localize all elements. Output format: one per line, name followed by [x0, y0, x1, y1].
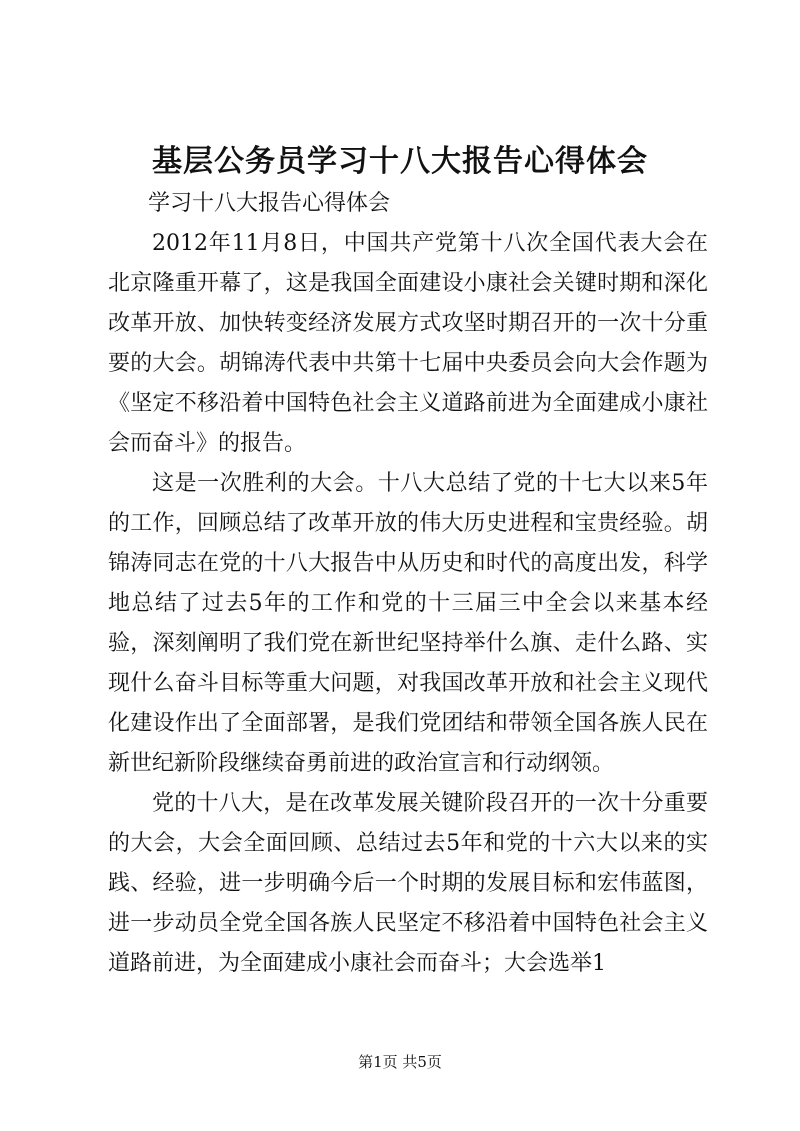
- document-subtitle: 学习十八大报告心得体会: [148, 191, 391, 216]
- page-number-footer: 第1页 共5页: [358, 1053, 442, 1071]
- paragraph-3: 党的十八大，是在改革发展关键阶段召开的一次十分重要的大会，大会全面回顾、总结过去5年和党的十六大以来的实践、经验，进一步明确今后一个时期的发展目标和宏伟蓝图，进一步动员全党全国各族人民坚定不移沿着中国特色社会主义道路前进，为全面建成小康社会而奋斗；大会选举1: [108, 791, 708, 976]
- document-title: 基层公务员学习十八大报告心得体会: [152, 144, 648, 179]
- paragraph-1: 2012年11月8日，中国共产党第十八次全国代表大会在北京隆重开幕了，这是我国全面建设小康社会关键时期和深化改革开放、加快转变经济发展方式攻坚时期召开的一次十分重要的大会。胡锦涛代表中共第十七届中央委员会向大会作题为《坚定不移沿着中国特色社会主义道路前进为全面建成小康社会而奋斗》的报告。: [108, 231, 708, 456]
- document-body: [108, 184, 708, 984]
- paragraph-2: 这是一次胜利的大会。十八大总结了党的十七大以来5年的工作，回顾总结了改革开放的伟大历史进程和宝贵经验。胡锦涛同志在党的十八大报告中从历史和时代的高度出发，科学地总结了过去5年的工作和党的十三届三中全会以来基本经验，深刻阐明了我们党在新世纪坚持举什么旗、走什么路、实现什么奋斗目标等重大问题，对我国改革开放和社会主义现代化建设作出了全面部署，是我们党团结和带领全国各族人民在新世纪新阶段继续奋勇前进的政治宣言和行动纲领。: [108, 471, 708, 776]
